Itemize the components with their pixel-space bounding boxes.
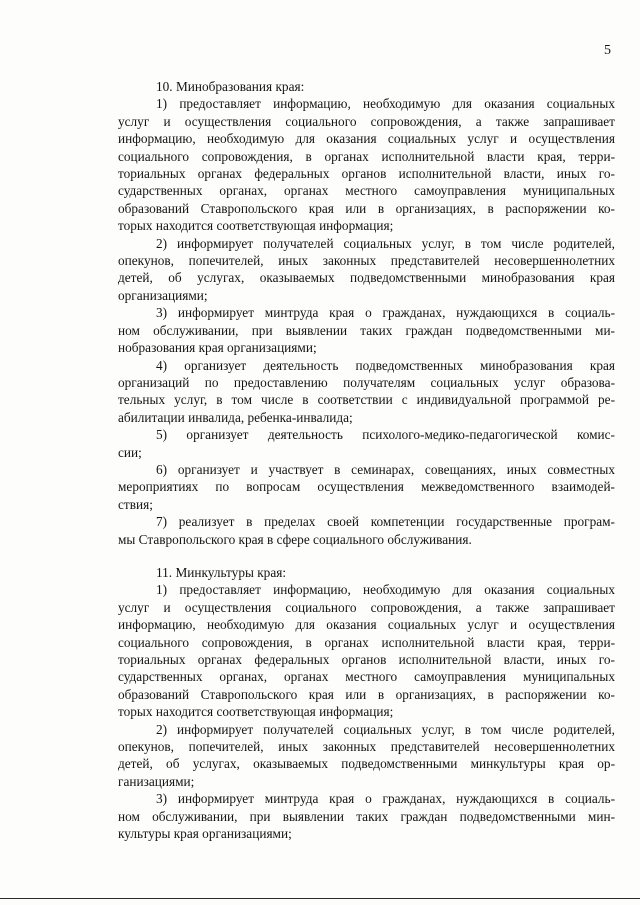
text-line: детей, об услугах, оказываемых подведомственными минобразования края: [118, 270, 615, 286]
text-line: 7) реализует в пределах своей компетенции государственные програм-: [156, 514, 615, 530]
section-heading: 11. Минкультуры края:: [156, 565, 287, 580]
paragraph-item: [118, 790, 615, 842]
paragraph-item: [118, 235, 615, 305]
page-number: 5: [604, 43, 611, 58]
text-line: 2) информирует получателей социальных услуг, в том числе родителей,: [156, 721, 615, 737]
text-line: 5) организует деятельность психолого-медико-педагогической комис-: [156, 427, 615, 443]
text-line: информацию, необходимую для оказания социальных услуг и осуществления: [118, 131, 615, 147]
text-line: нобразования края организациями;: [118, 340, 317, 356]
text-line: ганизациями;: [118, 773, 195, 789]
text-line: тельных услуг, в том числе в соответствии с индивидуальной программой ре-: [118, 392, 615, 408]
text-line: опекунов, попечителей, иных законных представителей несовершеннолетних: [118, 739, 615, 755]
paragraph-item: [118, 304, 615, 356]
text-line: ствия;: [118, 496, 153, 512]
text-line: ториальных органах федеральных органов исполнительной власти, иных го-: [118, 166, 615, 182]
text-line: организациями;: [118, 287, 208, 303]
text-line: информацию, необходимую для оказания социальных услуг и осуществления: [118, 617, 615, 633]
text-line: 2) информирует получателей социальных услуг, в том числе родителей,: [156, 235, 615, 251]
text-line: сударственных органах, органах местного самоуправления муниципальных: [118, 183, 615, 199]
paragraph-item: [118, 426, 615, 461]
text-line: услуг и осуществления социального сопровождения, а также запрашивает: [118, 113, 615, 129]
text-line: сударственных органах, органах местного самоуправления муниципальных: [118, 669, 615, 685]
text-line: 4) организует деятельность подведомственных минобразования края: [156, 357, 615, 373]
text-line: услуг и осуществления социального сопровождения, а также запрашивает: [118, 599, 615, 615]
text-line: ториальных органах федеральных органов исполнительной власти, иных го-: [118, 652, 615, 668]
text-line: образований Ставропольского края или в организациях, в распоряжении ко-: [118, 200, 615, 216]
section-items: [118, 95, 615, 548]
paragraph-item: [118, 461, 615, 513]
text-line: ном обслуживании, при выявлении таких граждан подведомственными ми-: [118, 322, 615, 338]
text-line: культуры края организациями;: [118, 826, 292, 842]
text-line: 1) предоставляет информацию, необходимую для оказания социальных: [156, 582, 615, 598]
paragraph-item: [118, 95, 615, 234]
paragraph-item: [118, 513, 615, 548]
text-line: организаций по предоставлению получателям социальных услуг образова-: [118, 374, 615, 390]
text-line: 1) предоставляет информацию, необходимую для оказания социальных: [156, 96, 615, 112]
text-line: мы Ставропольского края в сфере социального обслуживания.: [118, 531, 472, 547]
paragraph-item: [118, 721, 615, 791]
text-line: ном обслуживании, при выявлении таких граждан подведомственными мин-: [118, 808, 615, 824]
text-line: социального сопровождения, в органах исполнительной власти края, терри-: [118, 634, 615, 650]
text-line: 3) информирует минтруда края о гражданах, нуждающихся в социаль-: [156, 791, 615, 807]
text-line: 3) информирует минтруда края о гражданах, нуждающихся в социаль-: [156, 305, 615, 321]
text-line: торых находится соответствующая информация;: [118, 704, 394, 720]
section-minkultury: [118, 564, 615, 843]
text-line: торых находится соответствующая информация;: [118, 218, 394, 234]
text-line: абилитации инвалида, ребенка-инвалида;: [118, 409, 353, 425]
text-line: образований Ставропольского края или в организациях, в распоряжении ко-: [118, 686, 615, 702]
bottom-rule: [0, 898, 640, 899]
paragraph-item: [118, 581, 615, 720]
text-line: 6) организует и участвует в семинарах, совещаниях, иных совместных: [156, 461, 615, 477]
text-line: мероприятиях по вопросам осуществления межведомственного взаимодей-: [118, 479, 615, 495]
text-line: сии;: [118, 444, 142, 460]
text-line: опекунов, попечителей, иных законных представителей несовершеннолетних: [118, 253, 615, 269]
section-heading: 10. Минобразования края:: [156, 79, 305, 94]
section-minobrazovaniya: [118, 78, 615, 548]
text-line: детей, об услугах, оказываемых подведомственными минкультуры края ор-: [118, 756, 615, 772]
section-items: [118, 581, 615, 842]
text-line: социального сопровождения, в органах исполнительной власти края, терри-: [118, 148, 615, 164]
paragraph-item: [118, 357, 615, 427]
